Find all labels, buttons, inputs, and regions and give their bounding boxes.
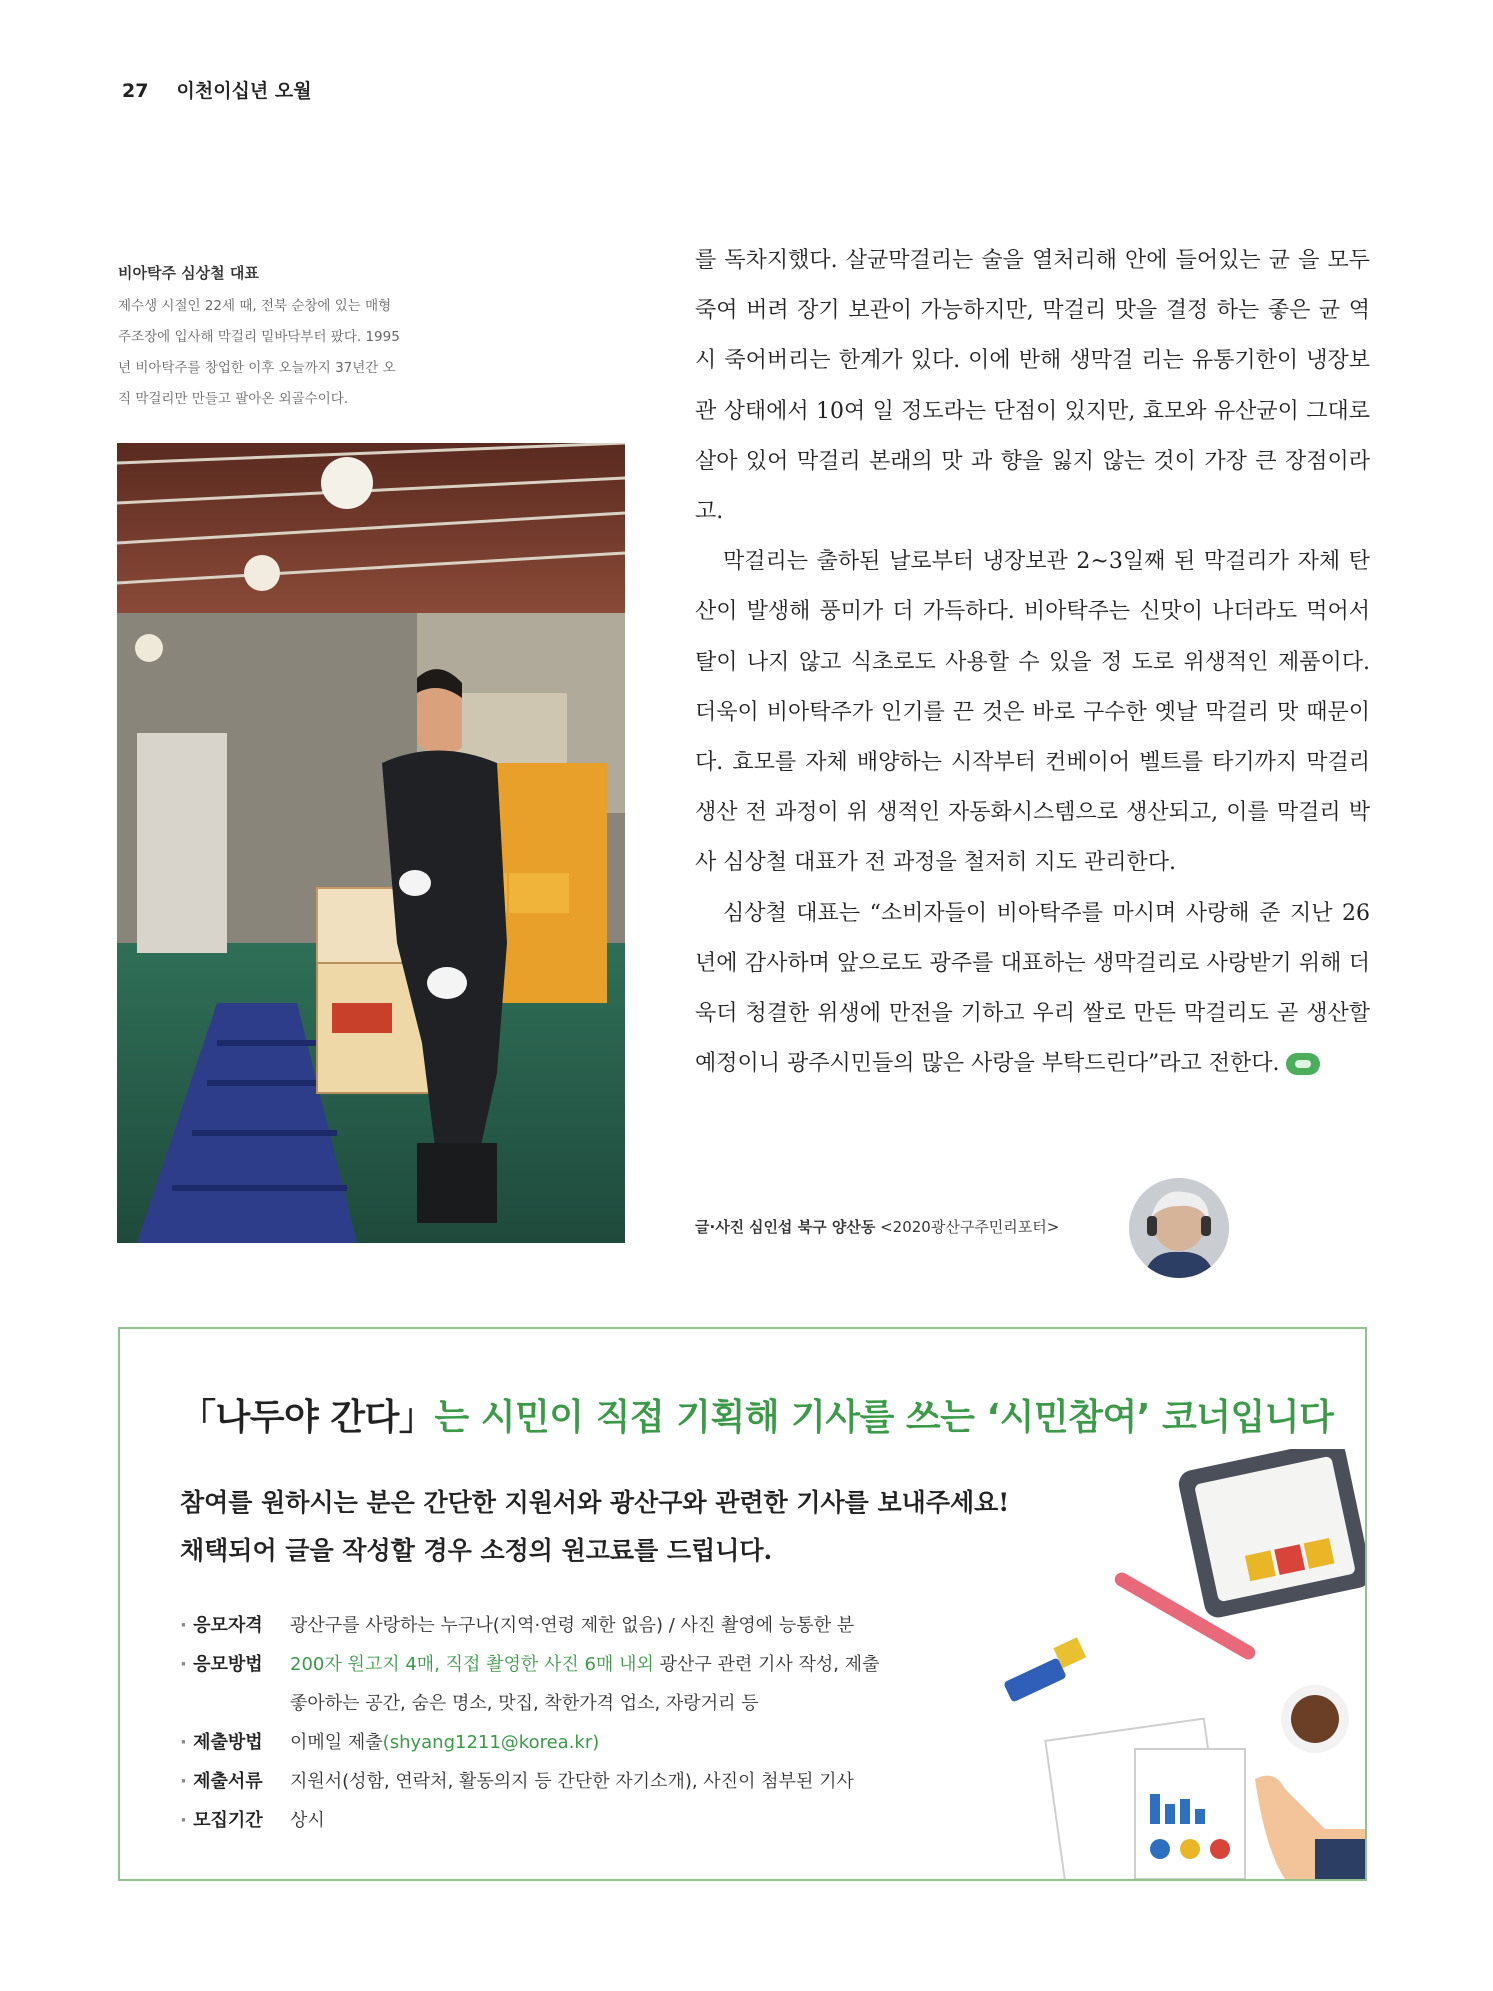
reporter-avatar <box>1129 1178 1229 1278</box>
item-label: · 제출서류 <box>180 1762 263 1801</box>
intro-line: 참여를 원하시는 분은 간단한 지원서와 광산구와 관련한 기사를 보내주세요! <box>180 1488 1010 1517</box>
citizen-participation-box <box>118 1327 1367 1881</box>
tablet-icon <box>1176 1449 1365 1620</box>
item-method <box>180 1645 1000 1723</box>
article-line: 과 향을 잃지 않는 것이 가장 큰 장점이라고. <box>695 448 1370 525</box>
item-text: 상시 <box>290 1810 325 1831</box>
item-label: · 제출방법 <box>180 1723 263 1762</box>
article-line: 지난 26년에 감사하며 앞으로도 광주를 대표하는 생막걸리로 <box>695 900 1370 976</box>
brewery-photo <box>117 443 625 1243</box>
item-documents <box>180 1762 1000 1801</box>
article-line: 심상철 대표는 “소비자들이 비아탁주를 마시며 사랑해 준 <box>723 900 1281 926</box>
photo-caption <box>118 262 478 415</box>
item-subtext: 좋아하는 공간, 숨은 명소, 맛집, 착한가격 업소, 자랑거리 등 <box>290 1693 759 1714</box>
article-line: 바로 구수한 옛날 막걸리 맛 때문이다. 효모를 자체 배양하는 <box>695 699 1370 776</box>
coffee-cup-icon <box>1281 1685 1349 1753</box>
byline <box>695 1216 1059 1237</box>
notice-intro <box>180 1479 1009 1575</box>
usb-drive-icon <box>1003 1637 1086 1702</box>
caption-line: 주조장에 입사해 막걸리 밑바닥부터 팠다. 1995 <box>118 329 400 345</box>
page-folio <box>122 76 312 103</box>
item-text: 광산구 관련 기사 작성, 제출 <box>653 1654 880 1675</box>
article-line: 도로 위생적인 제품이다. 더욱이 비아탁주가 인기를 끈 것은 <box>695 649 1370 725</box>
article-line: 을 모두 죽여 버려 장기 보관이 가능하지만, 막걸리 맛을 결정 <box>695 248 1371 324</box>
item-label: · 응모방법 <box>180 1645 263 1684</box>
caption-text <box>118 291 478 415</box>
article-line: 나더라도 먹어서 탈이 나지 않고 식초로도 사용할 수 있을 정 <box>695 599 1370 675</box>
caption-line: 제수생 시절인 22세 때, 전북 순창에 있는 매형 <box>118 298 392 314</box>
caption-title: 비아탁주 심상철 대표 <box>118 264 259 282</box>
article-line: 사랑받기 위해 더욱더 청결한 위생에 만전을 기하고 우리 쌀로 <box>695 950 1370 1027</box>
byline-label: 글·사진 <box>695 1218 745 1236</box>
article-line: 생적인 자동화시스템으로 생산되고, 이를 막걸리 박사 심상철 <box>695 800 1370 876</box>
article-paragraph <box>695 537 1370 888</box>
article-line: 대표가 전 과정을 철저히 지도 관리한다. <box>794 850 1177 876</box>
item-text: 지원서(성함, 연락처, 활동의지 등 간단한 자기소개), 사진이 첨부된 기사 <box>290 1771 854 1792</box>
item-period <box>180 1801 1000 1840</box>
headline-text: 는 시민이 직접 기획해 기사를 쓰는 ‘시민참여’ 코너입니다 <box>434 1397 1334 1438</box>
article-line: 자체 탄산이 발생해 풍미가 더 가득하다. 비아탁주는 신맛이 <box>695 549 1371 625</box>
item-label: · 응모자격 <box>180 1606 263 1645</box>
article-line: 하는 좋은 균 역시 죽어버리는 한계가 있다. 이에 반해 생막걸 <box>695 298 1370 374</box>
byline-role: <2020광산구주민리포터> <box>880 1218 1060 1236</box>
item-highlight: 200자 원고지 4매, 직접 촬영한 사진 6매 내외 <box>290 1654 654 1675</box>
article-line: 부탁드린다”라고 전한다. <box>1041 1051 1280 1077</box>
pointing-hand-icon <box>1255 1776 1365 1879</box>
article-line: 를 독차지했다. 살균막걸리는 술을 열처리해 안에 들어있는 균 <box>695 248 1291 273</box>
intro-line: 채택되어 글을 작성할 경우 소정의 원고료를 드립니다. <box>180 1536 773 1565</box>
item-text: 이메일 제출 <box>290 1732 383 1753</box>
article-paragraph <box>695 889 1370 1090</box>
item-eligibility <box>180 1606 1000 1645</box>
email-link[interactable]: (shyang1211@korea.kr) <box>382 1732 600 1753</box>
caption-line: 직 막걸리만 만들고 팔아온 외골수이다. <box>118 391 349 407</box>
issue-title: 이천이십년 오월 <box>176 80 312 102</box>
caption-line: 년 비아탁주를 창업한 이후 오늘까지 37년간 오 <box>118 360 396 376</box>
desk-illustration <box>985 1449 1365 1879</box>
article-line: 만든 막걸리도 곧 생산할 예정이니 광주시민들의 많은 사랑을 <box>695 1001 1370 1077</box>
article-line: 막걸리는 출하된 날로부터 냉장보관 2~3일째 된 막걸리가 <box>723 549 1289 575</box>
notice-headline <box>180 1389 1333 1440</box>
end-mark-icon <box>1286 1053 1320 1075</box>
notice-items <box>180 1606 1000 1840</box>
report-chart-icon <box>1045 1719 1245 1879</box>
avatar-illustration <box>1129 1178 1229 1278</box>
article-paragraph <box>695 236 1370 537</box>
item-text: 광산구를 사랑하는 누구나(지역·연령 제한 없음) / 사진 촬영에 능통한 분 <box>290 1615 855 1636</box>
article-line: 리는 유통기한이 냉장보관 상태에서 10여 일 정도라는 단점이 <box>695 348 1370 424</box>
article-line: 시작부터 컨베이어 벨트를 타기까지 막걸리 생산 전 과정이 위 <box>695 750 1371 826</box>
photo-illustration <box>117 443 625 1243</box>
article-body <box>695 236 1370 1089</box>
byline-author: 심인섭 북구 양산동 <box>748 1218 876 1236</box>
item-label: · 모집기간 <box>180 1801 263 1840</box>
article-line: 있지만, 효모와 유산균이 그대로 살아 있어 막걸리 본래의 맛 <box>695 398 1370 474</box>
page-number: 27 <box>122 80 149 102</box>
corner-name: 「나두야 간다」 <box>180 1397 435 1438</box>
item-submission <box>180 1723 1000 1762</box>
